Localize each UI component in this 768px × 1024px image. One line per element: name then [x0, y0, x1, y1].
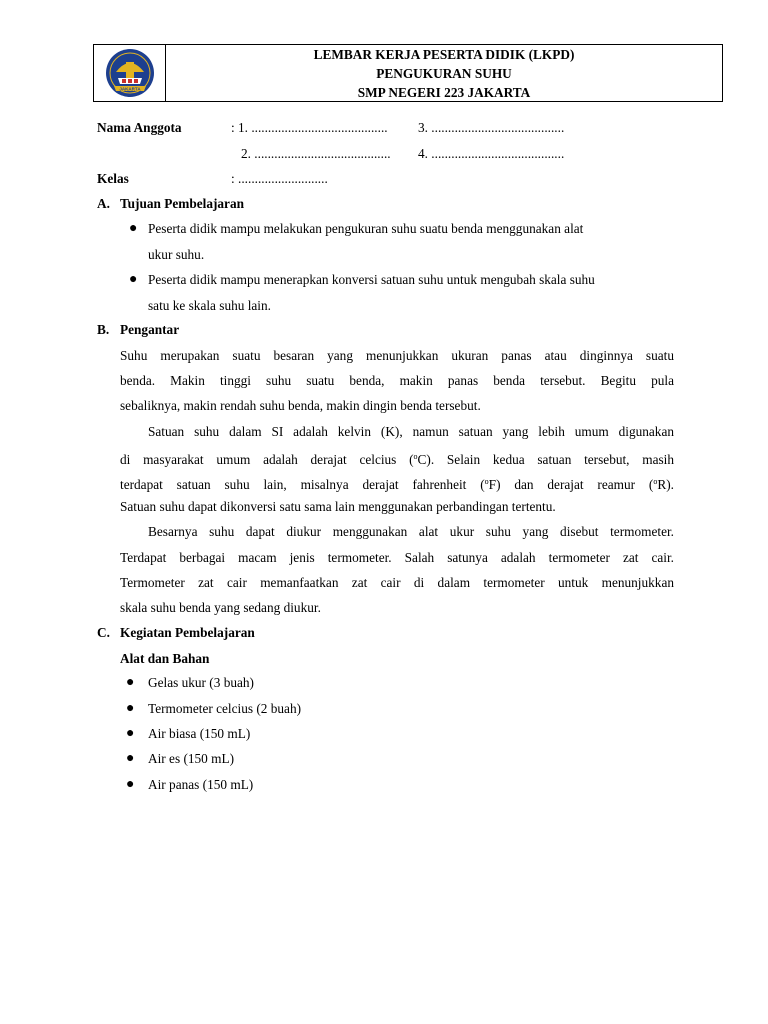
class-label: Kelas: [97, 171, 129, 186]
list-item: Air panas (150 mL): [148, 777, 254, 792]
header-line-1: LEMBAR KERJA PESERTA DIDIK (LKPD): [313, 47, 575, 62]
intro-p2-line-3: terdapat satuan suhu lain, misalnya derajat fahrenheit ($^o$F) dan derajat reamur ($^o$R).: [120, 477, 674, 492]
list-item: Air es (150 mL): [148, 751, 235, 766]
section-b-title: Pengantar: [120, 322, 180, 337]
bullet-icon: ●: [126, 675, 135, 690]
members-label: Nama Anggota: [97, 120, 182, 135]
header-line-2: PENGUKURAN SUHU: [376, 66, 512, 81]
intro-p2-line-2: di masyarakat umum adalah derajat celcius ($^o$C). Selain kedua satuan tersebut, masih: [120, 452, 675, 467]
intro-p1-line-3: sebaliknya, makin rendah suhu benda, makin dingin benda tersebut.: [120, 398, 481, 413]
header-line-3: SMP NEGERI 223 JAKARTA: [357, 85, 531, 100]
logo-cell: [94, 45, 166, 101]
member-4-field[interactable]: 4. ........................................: [418, 146, 565, 161]
bullet-icon: ●: [126, 751, 135, 766]
bullet-icon: ●: [126, 777, 135, 792]
goal-2-line-1: Peserta didik mampu menerapkan konversi satuan suhu untuk mengubah skala suhu: [148, 272, 595, 287]
member-2-field[interactable]: 2. .........................................: [241, 146, 391, 161]
school-logo: [104, 48, 156, 100]
bullet-icon: ●: [126, 701, 135, 716]
intro-p3-line-2: Terdapat berbagai macam jenis termometer. Salah satunya adalah termometer zat cair.: [120, 550, 674, 565]
member-1-field[interactable]: : 1. .........................................: [231, 120, 388, 135]
goal-1-line-1: Peserta didik mampu melakukan pengukuran suhu suatu benda menggunakan alat: [148, 221, 584, 236]
intro-p3-line-1: Besarnya suhu dapat diukur menggunakan alat ukur suhu yang disebut termometer.: [148, 524, 674, 539]
materials-subtitle: Alat dan Bahan: [120, 651, 210, 666]
member-3-field[interactable]: 3. ........................................: [418, 120, 565, 135]
class-field[interactable]: : ...........................: [231, 171, 328, 186]
bullet-icon: ●: [129, 272, 138, 287]
header-title: [166, 45, 722, 101]
header-table: [93, 44, 723, 102]
list-item: Air biasa (150 mL): [148, 726, 251, 741]
intro-p2-line-1: Satuan suhu dalam SI adalah kelvin (K), namun satuan yang lebih umum digunakan: [148, 424, 674, 439]
intro-p2-line-4: Satuan suhu dapat dikonversi satu sama lain menggunakan perbandingan tertentu.: [120, 499, 556, 514]
section-b-letter: B.: [97, 322, 110, 337]
svg-text:JAKARTA: JAKARTA: [119, 86, 141, 92]
section-c-letter: C.: [97, 625, 110, 640]
bullet-icon: ●: [126, 726, 135, 741]
section-a-title: Tujuan Pembelajaran: [120, 196, 244, 211]
goal-2-line-2: satu ke skala suhu lain.: [148, 298, 271, 313]
bullet-icon: ●: [129, 221, 138, 236]
section-c-title: Kegiatan Pembelajaran: [120, 625, 255, 640]
intro-p1-line-2: benda. Makin tinggi suhu suatu benda, makin panas benda tersebut. Begitu pula: [120, 373, 674, 388]
intro-p3-line-4: skala suhu benda yang sedang diukur.: [120, 600, 321, 615]
intro-p3-line-3: Termometer zat cair memanfaatkan zat cair di dalam termometer untuk menunjukkan: [120, 575, 674, 590]
list-item: Gelas ukur (3 buah): [148, 675, 254, 690]
intro-p1-line-1: Suhu merupakan suatu besaran yang menunjukkan ukuran panas atau dinginnya suatu: [120, 348, 674, 363]
section-a-letter: A.: [97, 196, 110, 211]
list-item: Termometer celcius (2 buah): [148, 701, 302, 716]
goal-1-line-2: ukur suhu.: [148, 247, 205, 262]
